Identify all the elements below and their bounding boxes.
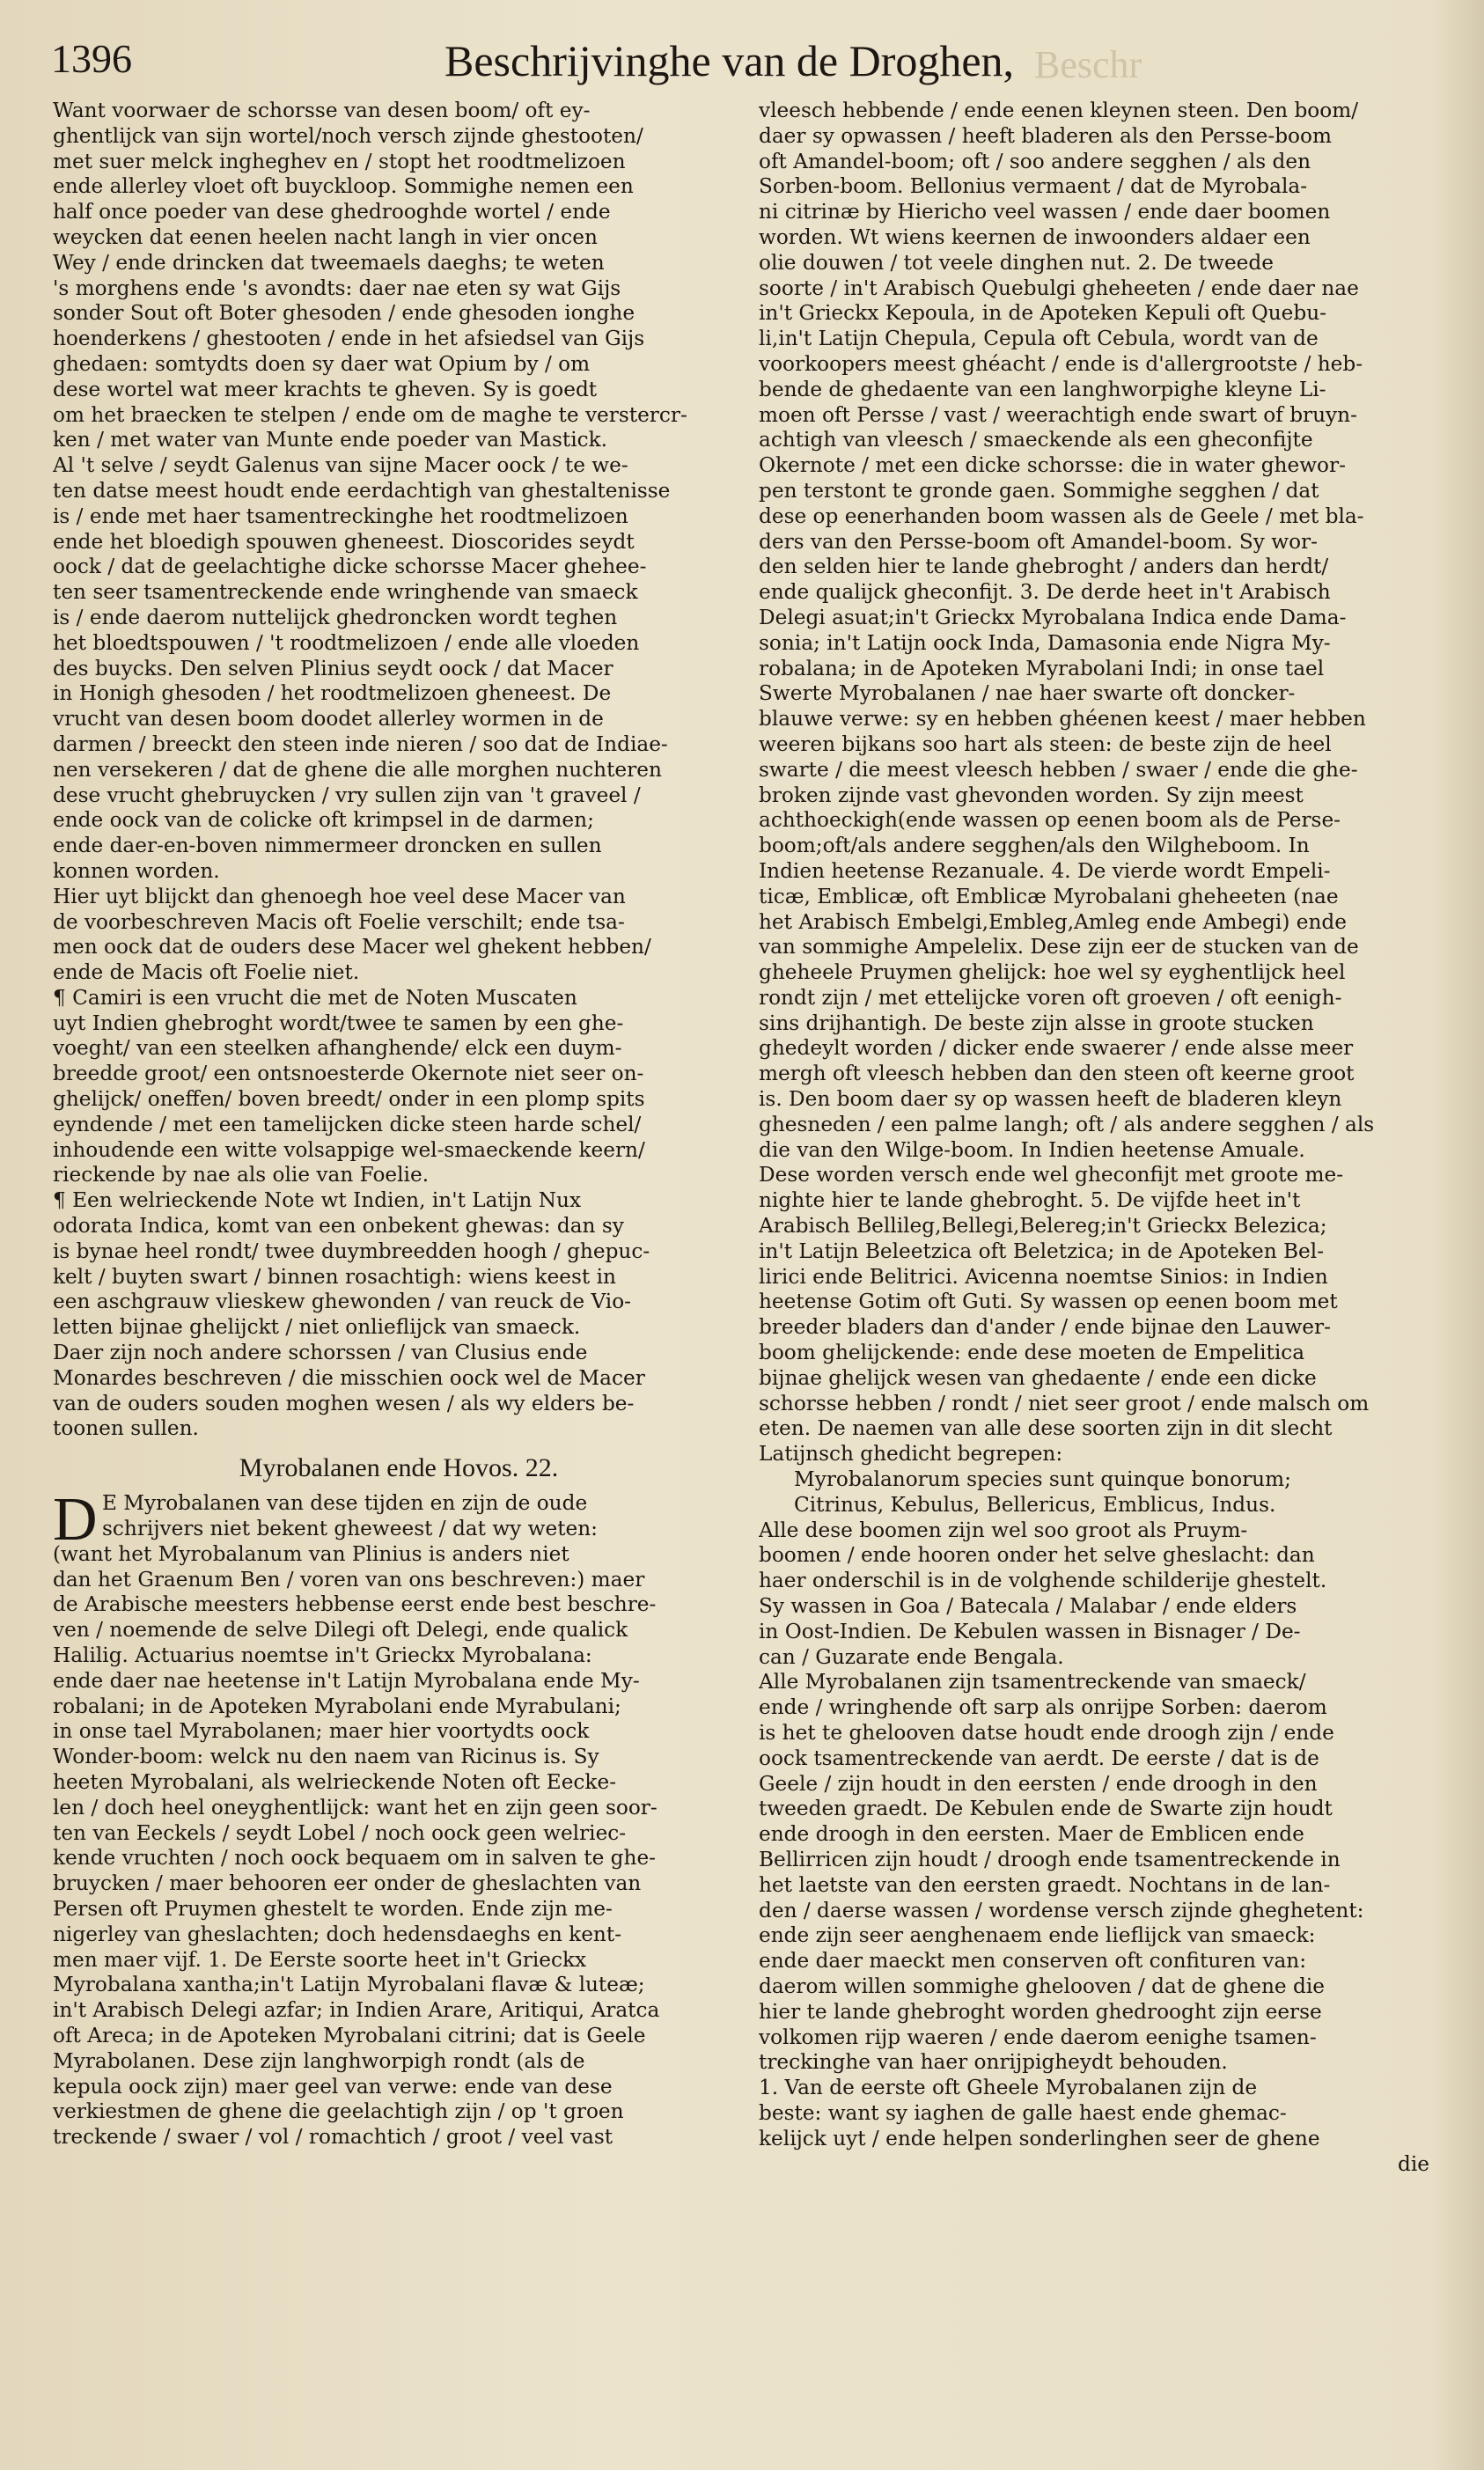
text-line: ten datse meest houdt ende eerdachtigh van ghestaltenisse (53, 478, 671, 503)
text-line: Alle dese boomen zijn wel soo groot als Pruym- (759, 1518, 1248, 1542)
text-line: breeder bladers dan d'ander / ende bijnae den Lauwer- (759, 1315, 1331, 1340)
page-number: 1396 (51, 36, 132, 81)
text-line: pen terstont te gronde gaen. Sommighe segghen / dat (759, 478, 1319, 503)
text-line: met suer melck ingheghev en / stopt het roodtmelizoen (53, 149, 626, 173)
text-line: Monardes beschreven / die misschien oock wel de Macer (53, 1365, 645, 1390)
text-line: Daer zijn noch andere schorssen / van Clusius ende (53, 1341, 588, 1365)
right-column (759, 99, 1429, 2177)
text-line: daerom willen sommighe ghelooven / dat de ghene die (759, 1974, 1325, 1998)
text-line: kelijck uyt / ende helpen sonderlinghen seer de ghene (759, 2126, 1320, 2150)
text-line: oft Amandel-boom; oft / soo andere segghen / als den (759, 149, 1311, 173)
text-line: Citrinus, Kebulus, Bellericus, Emblicus, Indus. (794, 1492, 1276, 1517)
text-line: heetense Gotim oft Guti. Sy wassen op eenen boom met (759, 1290, 1338, 1314)
text-line: rondt zijn / met ettelijcke voren oft groeven / oft eenigh- (759, 985, 1342, 1010)
text-line: bijnae ghelijck wesen van ghedaente / ende een dicke (759, 1365, 1317, 1390)
text-line: sonder Sout oft Boter ghesoden / ende ghesoden ionghe (53, 301, 635, 326)
section-title: Myrobalanen ende Hovos. 22. (239, 1453, 559, 1483)
text-line: mergh oft vleesch hebben dan den steen oft keerne groot (759, 1062, 1355, 1086)
text-line: olie douwen / tot veele dinghen nut. 2. De tweede (759, 250, 1274, 275)
text-line: hier te lande ghebroght worden ghedrooght zijn eerse (759, 1999, 1322, 2024)
text-line: Sy wassen in Goa / Batecala / Malabar / ende elders (759, 1594, 1297, 1619)
text-line: treckinghe van haer onrijpigheydt behouden. (759, 2050, 1228, 2075)
text-line: ken / met water van Munte ende poeder van Mastick. (53, 428, 608, 452)
text-line: E Myrobalanen van dese tijden en zijn de oude (102, 1491, 588, 1516)
text-line: sins drijhantigh. De beste zijn alsse in groote stucken (759, 1011, 1314, 1035)
text-line: kelt / buyten swart / binnen rosachtigh: wiens keest in (53, 1264, 616, 1289)
text-line: het bloedtspouwen / 't roodtmelizoen / ende alle vloeden (53, 630, 640, 655)
text-line: daer sy opwassen / heeft bladeren als den Persse-boom (759, 123, 1332, 148)
text-line: broken zijnde vast ghevonden worden. Sy zijn meest (759, 783, 1304, 807)
text-line: Myrobalanorum species sunt quinque bonorum; (794, 1467, 1291, 1492)
text-line: is het te ghelooven datse houdt ende droogh zijn / ende (759, 1721, 1334, 1745)
text-line: inhoudende een witte volsappige wel-smaeckende keern/ (53, 1137, 645, 1162)
text-line: Myrabolanen. Dese zijn langhworpigh rondt (als de (53, 2048, 585, 2073)
text-line: worden. Wt wiens keernen de inwoonders aldaer een (759, 224, 1311, 249)
text-line: is bynae heel rondt/ twee duymbreedden hoogh / ghepuc- (53, 1239, 650, 1263)
text-line: Al 't selve / seydt Galenus van sijne Macer oock / te we- (53, 453, 628, 478)
bleed-through-text: Beschr (1034, 43, 1142, 86)
text-line: schrijvers niet bekent gheweest / dat wy weten: (102, 1517, 598, 1541)
text-line: Dese worden versch ende wel gheconfijt met groote me- (759, 1163, 1344, 1187)
text-line: eten. De naemen van alle dese soorten zijn in dit slecht (759, 1416, 1333, 1441)
text-line: ghentlijck van sijn wortel/noch versch zijnde ghestooten/ (53, 123, 643, 148)
text-line: ende de Macis oft Foelie niet. (53, 960, 360, 985)
text-line: bruycken / maer behooren eer onder de gheslachten van (53, 1871, 642, 1896)
text-line: Myrobalana xantha;in't Latijn Myrobalani flavæ & luteæ; (53, 1973, 645, 1997)
text-line: Arabisch Bellileg,Bellegi,Belereg;in't Grieckx Belezica; (759, 1214, 1327, 1239)
text-line: ten seer tsamentreckende ende wringhende van smaeck (53, 580, 638, 605)
text-line: ende zijn seer aenghenaem ende lieflijck van smaeck: (759, 1923, 1316, 1948)
text-line: in Oost-Indien. De Kebulen wassen in Bisnager / De- (759, 1619, 1301, 1643)
text-line: Latijnsch ghedicht begrepen: (759, 1442, 1063, 1467)
text-line: Wey / ende drincken dat tweemaels daeghs; te weten (53, 250, 605, 275)
text-line: robalana; in de Apoteken Myrabolani Indi; in onse tael (759, 656, 1325, 680)
text-line: Okernote / met een dicke schorsse: die in water ghewor- (759, 453, 1346, 478)
text-line: boom ghelijckende: ende dese moeten de Empelitica (759, 1341, 1305, 1365)
text-line: weeren bijkans soo hart als steen: de beste zijn de heel (759, 731, 1332, 756)
text-line: schorsse hebben / rondt / niet seer groot / ende malsch om (759, 1391, 1370, 1415)
text-line: ende het bloedigh spouwen gheneest. Dioscorides seydt (53, 529, 635, 554)
text-line: letten bijnae ghelijckt / niet onlieflijck van smaeck. (53, 1315, 581, 1340)
text-line: ende qualijck gheconfijt. 3. De derde heet in't Arabisch (759, 580, 1331, 605)
text-line: Geele / zijn houdt in den eersten / ende droogh in den (759, 1771, 1318, 1796)
text-line: ¶ Een welrieckende Note wt Indien, in't Latijn Nux (53, 1188, 582, 1213)
text-line: van de ouders souden moghen wesen / als wy elders be- (53, 1391, 635, 1415)
text-line: vrucht van desen boom doodet allerley wormen in de (53, 707, 604, 731)
text-line: ghedeylt worden / dicker ende swaerer / ende alsse meer (759, 1036, 1354, 1061)
text-line: vleesch hebbende / ende eenen kleynen steen. Den boom/ (759, 99, 1359, 122)
text-line: is / ende met haer tsamentreckinghe het roodtmelizoen (53, 504, 628, 528)
text-line: in Honigh ghesoden / het roodtmelizoen gheneest. De (53, 681, 612, 706)
text-line: tweeden graedt. De Kebulen ende de Swarte zijn houdt (759, 1797, 1333, 1821)
text-line: li,in't Latijn Chepula, Cepula oft Cebula, wordt van de (759, 327, 1319, 351)
left-column (53, 99, 745, 2150)
text-line: ghedaen: somtydts doen sy daer wat Opium by / om (53, 351, 591, 376)
text-line: ende daer maeckt men conserven oft confituren van: (759, 1949, 1307, 1974)
text-line: achthoeckigh(ende wassen op eenen boom als de Perse- (759, 808, 1341, 833)
text-line: voorkoopers meest ghéacht / ende is d'allergrootste / heb- (759, 351, 1363, 376)
text-line: in't Latijn Beleetzica oft Beletzica; in de Apoteken Bel- (759, 1239, 1325, 1263)
text-line: Alle Myrobalanen zijn tsamentreckende van smaeck/ (759, 1670, 1306, 1694)
text-line: robalani; in de Apoteken Myrabolani ende Myrabulani; (53, 1694, 621, 1718)
text-line: volkomen rijp waeren / ende daerom eenighe tsamen- (759, 2025, 1317, 2049)
text-line: haer onderschil is in de volghende schilderije ghestelt. (759, 1569, 1327, 1593)
text-line: den selden hier te lande ghebroght / anders dan herdt/ (759, 555, 1329, 579)
text-line: konnen worden. (53, 858, 220, 883)
text-line: het laetste van den eersten graedt. Nochtans in de lan- (759, 1872, 1331, 1897)
text-line: Hier uyt blijckt dan ghenoegh hoe veel dese Macer van (53, 884, 626, 908)
text-line: het Arabisch Embelgi,Embleg,Amleg ende Ambegi) ende (759, 909, 1347, 934)
text-line: ende oock van de colicke oft krimpsel in de darmen; (53, 808, 594, 833)
text-line: is. Den boom daer sy op wassen heeft de bladeren kleyn (759, 1087, 1342, 1112)
text-line: gheheele Pruymen ghelijck: hoe wel sy eyghentlijck heel (759, 960, 1346, 985)
text-line: boomen / ende hooren onder het selve gheslacht: dan (759, 1543, 1315, 1568)
text-line: 's morghens ende 's avondts: daer nae eten sy wat Gijs (53, 276, 621, 300)
text-line: voeght/ van een steelken afhanghende/ elck een duym- (53, 1036, 622, 1061)
text-line: moen oft Persse / vast / weerachtigh ende swart of bruyn- (759, 402, 1357, 427)
text-line: swarte / die meest vleesch hebben / swaer / ende die ghe- (759, 757, 1358, 782)
text-line: Want voorwaer de schorsse van desen boom/ oft ey- (53, 99, 591, 122)
text-line: Halilig. Actuarius noemtse in't Grieckx Myrobalana: (53, 1643, 592, 1668)
text-line: ende daer-en-boven nimmermeer droncken en sullen (53, 834, 602, 858)
text-line: nen versekeren / dat de ghene die alle morghen nuchteren (53, 757, 662, 782)
running-title: Beschrijvinghe van de Droghen, (444, 36, 1015, 85)
text-line: ticæ, Emblicæ, oft Emblicæ Myrobalani gheheeten (nae (759, 884, 1339, 908)
text-line: heeten Myrobalani, als welrieckende Noten oft Eecke- (53, 1770, 617, 1794)
text-line: can / Guzarate ende Bengala. (759, 1644, 1064, 1669)
text-line: ni citrinæ by Hiericho veel wassen / ende daer boomen (759, 200, 1331, 224)
text-line: in't Arabisch Delegi azfar; in Indien Arare, Aritiqui, Aratca (53, 1998, 660, 2023)
text-line: blauwe verwe: sy en hebben ghéenen keest / maer hebben (759, 707, 1366, 731)
text-line: dese wortel wat meer krachts te gheven. Sy is goedt (53, 377, 598, 401)
text-line: ende allerley vloet oft buyckloop. Sommighe nemen een (53, 174, 634, 199)
text-line: men oock dat de ouders dese Macer wel ghekent hebben/ (53, 935, 651, 959)
catchword: die (1398, 2151, 1429, 2176)
text-line: in't Grieckx Kepoula, in de Apoteken Kepuli oft Quebu- (759, 301, 1327, 326)
text-line: oft Areca; in de Apoteken Myrobalani citrini; dat is Geele (53, 2023, 646, 2047)
text-line: kepula oock zijn) maer geel van verwe: ende van dese (53, 2074, 613, 2099)
text-line: oock / dat de geelachtighe dicke schorsse Macer ghehee- (53, 555, 647, 579)
text-line: eyndende / met een tamelijcken dicke steen harde schel/ (53, 1112, 642, 1136)
text-line: Sorben-boom. Bellonius vermaent / dat de Myrobala- (759, 174, 1308, 199)
text-line: toonen sullen. (53, 1416, 199, 1441)
text-line: is / ende daerom nuttelijck ghedroncken wordt teghen (53, 605, 618, 629)
page-edge-shadow (1431, 0, 1484, 2470)
text-line: soorte / in't Arabisch Quebulgi gheheeten / ende daer nae (759, 276, 1359, 300)
text-line: de Arabische meesters hebbense eerst ende best beschre- (53, 1592, 657, 1617)
text-line: in onse tael Myrabolanen; maer hier voortydts oock (53, 1719, 590, 1744)
text-line: des buycks. Den selven Plinius seydt oock / dat Macer (53, 656, 613, 680)
text-line: weycken dat eenen heelen nacht langh in vier oncen (53, 224, 598, 249)
text-line: verkiestmen de ghene die geelachtigh zijn / op 't groen (53, 2099, 624, 2124)
text-line: om het braecken te stelpen / ende om de maghe te verstercr- (53, 402, 687, 427)
dropcap-paragraph (53, 1486, 745, 2150)
text-line: uyt Indien ghebroght wordt/twee te samen by een ghe- (53, 1011, 624, 1035)
text-line: nighte hier te lande ghebroght. 5. De vijfde heet in't (759, 1188, 1301, 1213)
text-line: len / doch heel oneyghentlijck: want het en zijn geen soor- (53, 1795, 658, 1819)
text-line: ¶ Camiri is een vrucht die met de Noten Muscaten (53, 985, 577, 1010)
text-line: Bellirricen zijn houdt / droogh ende tsamentreckende in (759, 1847, 1341, 1871)
text-line: ende daer nae heetense in't Latijn Myrobalana ende My- (53, 1668, 640, 1693)
text-line: ven / noemende de selve Dilegi oft Delegi, ende qualick (53, 1618, 628, 1643)
text-line: dese op eenerhanden boom wassen als de Geele / met bla- (759, 504, 1364, 528)
text-line: beste: want sy iaghen de galle haest ende ghemac- (759, 2100, 1287, 2125)
text-line: boom;oft/als andere segghen/als den Wilgheboom. In (759, 834, 1310, 858)
text-line: lirici ende Belitrici. Avicenna noemtse Sinios: in Indien (759, 1264, 1328, 1289)
text-line: ten van Eeckels / seydt Lobel / noch oock geen welriec- (53, 1820, 627, 1845)
text-line: breedde groot/ een ontsnoesterde Okernote niet seer on- (53, 1062, 644, 1086)
text-line: odorata Indica, komt van een onbekent ghewas: dan sy (53, 1214, 624, 1239)
text-line: ghesneden / een palme langh; oft / als andere segghen / als (759, 1112, 1375, 1136)
text-line: Delegi asuat;in't Grieckx Myrobalana Indica ende Dama- (759, 605, 1347, 629)
text-line: oock tsamentreckende van aerdt. De eerste / dat is de (759, 1746, 1319, 1770)
text-line: half once poeder van dese ghedrooghde wortel / ende (53, 200, 611, 224)
text-line: treckende / swaer / vol / romachtich / groot / veel vast (53, 2125, 613, 2150)
text-line: kende vruchten / noch oock bequaem om in salven te ghe- (53, 1846, 657, 1871)
text-line: ende / wringhende oft sarp als onrijpe Sorben: daerom (759, 1695, 1327, 1720)
text-line: darmen / breeckt den steen inde nieren / soo dat de Indiae- (53, 731, 668, 756)
text-line: ders van den Persse-boom oft Amandel-boom. Sy wor- (759, 529, 1318, 554)
text-line: achtigh van vleesch / smaeckende als een gheconfijte (759, 428, 1313, 452)
text-line: ende droogh in den eersten. Maer de Emblicen ende (759, 1822, 1304, 1847)
text-line: sonia; in't Latijn oock Inda, Damasonia ende Nigra My- (759, 630, 1331, 655)
dropcap-letter: D (53, 1486, 98, 1555)
text-line: de voorbeschreven Macis oft Foelie verschilt; ende tsa- (53, 909, 625, 934)
text-line: hoenderkens / ghestooten / ende in het afsiedsel van Gijs (53, 327, 645, 351)
text-line: dese vrucht ghebruycken / vry sullen zijn van 't graveel / (53, 783, 641, 807)
text-line: een aschgrauw vlieskew ghewonden / van reuck de Vio- (53, 1290, 631, 1314)
text-line: rieckende by nae als olie van Foelie. (53, 1163, 430, 1187)
text-line: (want het Myrobalanum van Plinius is anders niet (53, 1541, 569, 1566)
text-line: Swerte Myrobalanen / nae haer swarte oft doncker- (759, 681, 1296, 706)
text-line: die van den Wilge-boom. In Indien heetense Amuale. (759, 1137, 1305, 1162)
text-line: men maer vijf. 1. De Eerste soorte heet in't Grieckx (53, 1947, 587, 1972)
text-line: van sommighe Ampelelix. Dese zijn eer de stucken van de (759, 935, 1359, 959)
text-line: bende de ghedaente van een langhworpighe kleyne Li- (759, 377, 1326, 401)
text-line: nigerley van gheslachten; doch hedensdaeghs en kent- (53, 1922, 622, 1946)
text-line: Persen oft Pruymen ghestelt te worden. Ende zijn me- (53, 1896, 613, 1921)
text-line: den / daerse wassen / wordense versch zijnde gheghetent: (759, 1898, 1364, 1922)
text-line: dan het Graenum Ben / voren van ons beschreven:) maer (53, 1567, 645, 1592)
text-line: Indien heetense Rezanuale. 4. De vierde wordt Empeli- (759, 858, 1331, 883)
text-line: ghelijck/ oneffen/ boven breedt/ onder in een plomp spits (53, 1087, 645, 1112)
text-line: 1. Van de eerste oft Gheele Myrobalanen zijn de (759, 2076, 1258, 2100)
text-line: Wonder-boom: welck nu den naem van Ricinus is. Sy (53, 1745, 599, 1769)
